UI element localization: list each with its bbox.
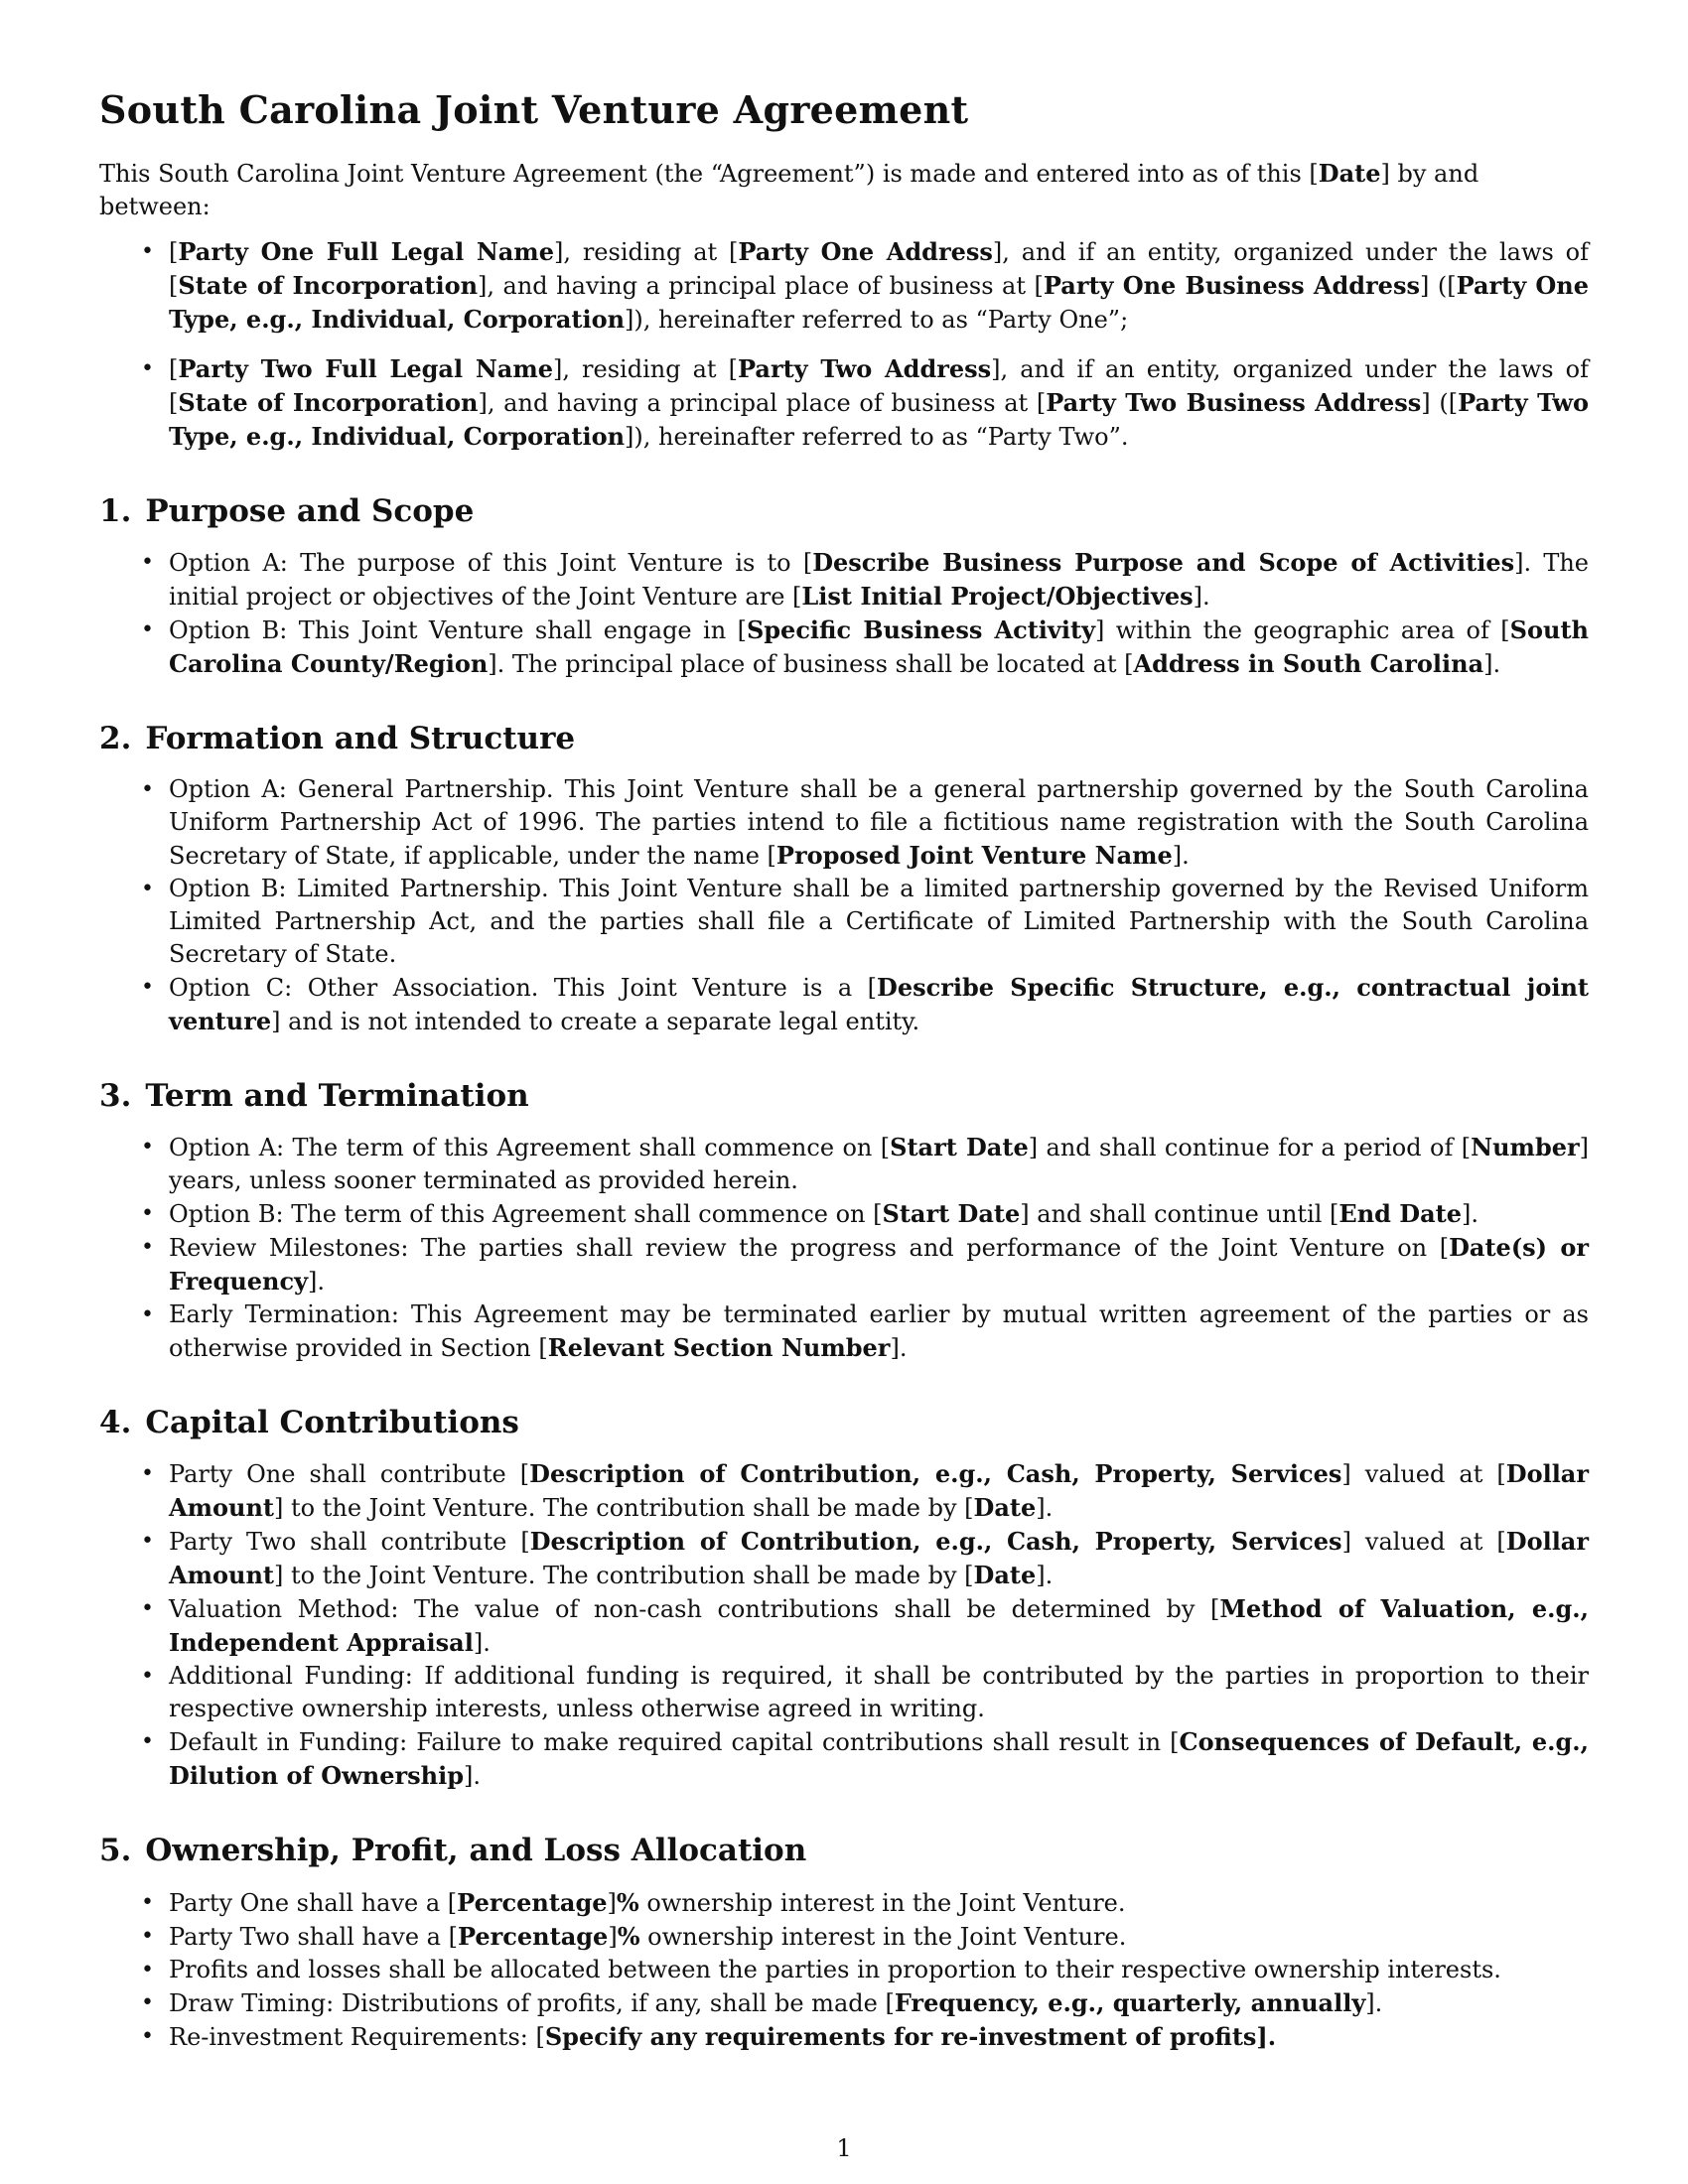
section-item-list: [99, 1886, 1589, 2054]
section-heading: [99, 493, 1589, 530]
section-item-list: [99, 773, 1589, 1038]
section-number: 3.: [99, 1077, 132, 1114]
placeholder-field: Specify any requirements for re-investment of profits].: [544, 2021, 1277, 2051]
list-item: • Option A: General Partnership. This Joint Venture shall be a general partnership governed by the South Carolina Uniform Partnership Act of 1996. The parties intend to file a fictitious name registration with the South Carolina Secretary of State, if applicable, under the name [Proposed Joint Venture Name].: [141, 774, 1589, 870]
list-item: • Default in Funding: Failure to make required capital contributions shall result in [Consequences of Default, e.g., Dilution of Ownership].: [141, 1727, 1589, 1791]
bullet-icon: •: [141, 1889, 154, 1915]
list-item: • Option B: The term of this Agreement shall commence on [Start Date] and shall continue until [End Date].: [141, 1199, 1479, 1229]
placeholder-field: Consequences of Default, e.g., Dilution of Ownership: [169, 1727, 1589, 1791]
placeholder-field: Start Date: [890, 1133, 1029, 1162]
page-number: 1: [836, 2134, 852, 2162]
section-number: 5.: [99, 1833, 132, 1869]
list-item: • Additional Funding: If additional funding is required, it shall be contributed by the parties in proportion to their respective ownership interests, unless otherwise agreed in writing.: [141, 1662, 1589, 1723]
bullet-icon: •: [141, 549, 154, 575]
placeholder-field: Address in South Carolina: [1133, 648, 1484, 678]
section-title: Term and Termination: [145, 1077, 529, 1114]
placeholder-field: Description of Contribution, e.g., Cash, Property, Services: [529, 1459, 1342, 1489]
placeholder-field: Frequency, e.g., quarterly, annually: [894, 1987, 1366, 2017]
section-heading: [99, 721, 1589, 757]
list-item: • Draw Timing: Distributions of profits, if any, shall be made [Frequency, e.g., quarterly, annually].: [141, 1987, 1383, 2017]
bullet-icon: •: [141, 238, 154, 264]
document-page: [99, 87, 1589, 2054]
placeholder-field: Describe Business Purpose and Scope of Activities: [812, 547, 1515, 577]
list-item: • Party Two shall contribute [Description of Contribution, e.g., Cash, Property, Services] valued at [Dollar Amount] to the Joint Venture. The contribution shall be made by [Date].: [141, 1527, 1589, 1590]
section-title: Capital Contributions: [145, 1405, 519, 1441]
section-item-list: [99, 546, 1589, 681]
party-one-item: • [Party One Full Legal Name], residing at [Party One Address], and if an entity, organized under the laws of [State of Incorporation], and having a principal place of business at [Party One Business Address] ([Party One Type, e.g., Individual, Corporation]), hereinafter referred to as “Party One”;: [141, 236, 1590, 334]
list-item: • Option B: This Joint Venture shall engage in [Specific Business Activity] within the geographic area of [South Carolina County/Region]. The principal place of business shall be located at [Address in South Carolina].: [141, 614, 1589, 678]
list-item: • Option A: The term of this Agreement shall commence on [Start Date] and shall continue for a period of [Number] years, unless sooner terminated as provided herein.: [141, 1133, 1590, 1195]
placeholder-field: Date: [973, 1493, 1037, 1523]
list-item: • Option B: Limited Partnership. This Joint Venture shall be a limited partnership governed by the Revised Uniform Limited Partnership Act, and the parties shall file a Certificate of Limited Partnership with the South Carolina Secretary of State.: [141, 874, 1589, 968]
bullet-icon: •: [141, 1923, 154, 1949]
bullet-icon: •: [141, 1302, 154, 1328]
placeholder-field: Method of Valuation, e.g., Independent Appraisal: [169, 1594, 1590, 1658]
bullet-icon: •: [141, 1664, 154, 1690]
section-title: Ownership, Profit, and Loss Allocation: [145, 1833, 807, 1869]
section-title: Formation and Structure: [145, 720, 576, 756]
placeholder-field: Date(s) or Frequency: [169, 1233, 1589, 1297]
section-heading: [99, 1405, 1589, 1441]
bullet-icon: •: [141, 776, 154, 802]
list-item: • Review Milestones: The parties shall review the progress and performance of the Joint Venture on [Date(s) or Frequency].: [141, 1233, 1589, 1297]
placeholder-field: Dollar Amount: [169, 1459, 1589, 1523]
list-item: • Option C: Other Association. This Joint Venture is a [Describe Specific Structure, e.g., contractual joint venture] and is not intended to create a separate legal entity.: [141, 972, 1590, 1035]
bullet-icon: •: [141, 1235, 154, 1261]
placeholder-field: Number: [1471, 1133, 1580, 1162]
bullet-icon: •: [141, 1135, 154, 1160]
placeholder-field: Dollar Amount: [169, 1527, 1589, 1590]
placeholder-field: Date: [973, 1561, 1037, 1590]
placeholder-field: Describe Specific Structure, e.g., contractual joint venture: [169, 972, 1590, 1035]
bullet-icon: •: [141, 616, 154, 642]
bullet-icon: •: [141, 1201, 154, 1227]
bullet-icon: •: [141, 2023, 154, 2049]
sections-container: [99, 493, 1589, 2054]
list-item: • Party One shall contribute [Description of Contribution, e.g., Cash, Property, Services] valued at [Dollar Amount] to the Joint Venture. The contribution shall be made by [Date].: [141, 1459, 1589, 1523]
document-title: South Carolina Joint Venture Agreement: [99, 87, 969, 132]
list-item: • Option A: The purpose of this Joint Venture is to [Describe Business Purpose and Scope of Activities]. The initial project or objectives of the Joint Venture are [List Initial Project/Objectives].: [141, 547, 1589, 611]
section-number: 1.: [99, 492, 132, 529]
list-item: • Valuation Method: The value of non-cash contributions shall be determined by [Method of Valuation, e.g., Independent Appraisal].: [141, 1594, 1590, 1658]
list-item: • Re-investment Requirements: [Specify any requirements for re-investment of profits].: [141, 2021, 1277, 2051]
section-number: 4.: [99, 1405, 132, 1441]
section-title: Purpose and Scope: [145, 492, 475, 529]
section-heading: [99, 1078, 1589, 1115]
section-item-list: [99, 1131, 1589, 1365]
list-item: • Party Two shall have a [Percentage]% ownership interest in the Joint Venture.: [141, 1921, 1127, 1951]
placeholder-field: Start Date: [882, 1199, 1021, 1229]
bullet-icon: •: [141, 974, 154, 1000]
placeholder-field: Specific Business Activity: [746, 614, 1096, 644]
intro-paragraph: This South Carolina Joint Venture Agreement (the “Agreement”) is made and entered into as of this [Date] by and between:: [99, 158, 1479, 220]
list-item: • Party One shall have a [Percentage]% ownership interest in the Joint Venture.: [141, 1887, 1126, 1917]
section-number: 2.: [99, 720, 132, 756]
placeholder-field: South Carolina County/Region: [169, 614, 1589, 678]
placeholder-field: Relevant Section Number: [547, 1333, 891, 1363]
bullet-icon: •: [141, 1461, 154, 1487]
placeholder-field: List Initial Project/Objectives: [801, 581, 1194, 611]
bullet-icon: •: [141, 1529, 154, 1555]
bullet-icon: •: [141, 355, 154, 381]
placeholder-field: %: [616, 1887, 639, 1917]
list-item: • Early Termination: This Agreement may be terminated earlier by mutual written agreement of the parties or as otherwise provided in Section [Relevant Section Number].: [141, 1300, 1589, 1363]
section-heading: [99, 1833, 1589, 1869]
party-two-item: • [Party Two Full Legal Name], residing at [Party Two Address], and if an entity, organized under the laws of [State of Incorporation], and having a principal place of business at [Party Two Business Address] ([Party Two Type, e.g., Individual, Corporation]), hereinafter referred to as “Party Two”.: [141, 353, 1590, 451]
placeholder-field: Percentage: [457, 1921, 609, 1951]
bullet-icon: •: [141, 1729, 154, 1755]
placeholder-field: End Date: [1338, 1199, 1463, 1229]
bullet-icon: •: [141, 1957, 154, 1982]
placeholder-field: Percentage: [457, 1887, 608, 1917]
placeholder-field: Description of Contribution, e.g., Cash, Property, Services: [529, 1527, 1342, 1557]
list-item: • Profits and losses shall be allocated between the parties in proportion to their respective ownership interests.: [99, 1954, 1589, 1986]
bullet-icon: •: [141, 876, 154, 901]
placeholder-field: %: [617, 1921, 640, 1951]
placeholder-field: Proposed Joint Venture Name: [775, 840, 1173, 870]
section-item-list: [99, 1457, 1589, 1793]
bullet-icon: •: [141, 1989, 154, 2015]
party-list: [99, 235, 1589, 454]
bullet-icon: •: [141, 1596, 154, 1622]
